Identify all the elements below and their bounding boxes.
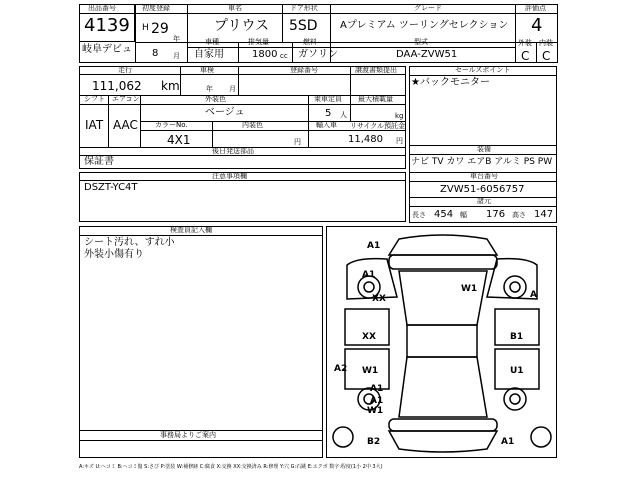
load-unit: kg	[395, 112, 404, 120]
equip-label: 装備	[477, 145, 491, 153]
usage: 自家用	[194, 49, 224, 60]
era: H	[142, 23, 149, 33]
year-suffix: 年	[173, 35, 180, 43]
damage-code: A2	[334, 364, 348, 374]
venue: 岐阜デビュ	[82, 44, 132, 55]
score-label: 評価点	[525, 4, 546, 12]
notes-label: 注意事項欄	[212, 172, 247, 180]
equipment: ナビ TV カワ エアB アルミ PS PW	[411, 157, 553, 167]
recycle-label: リサイクル預託金	[350, 122, 406, 130]
sales: ★バックモニター	[411, 77, 490, 88]
score: 4	[531, 15, 543, 36]
usage-label: 車種	[205, 38, 219, 46]
color: ベージュ	[205, 107, 245, 118]
len-label: 長さ	[412, 211, 426, 219]
cc-unit: cc	[280, 52, 288, 60]
model: DAA-ZVW51	[396, 49, 458, 60]
ac-label: エアコン	[112, 95, 140, 103]
inspection-line2: 外装小傷有り	[84, 249, 144, 260]
damage-code: A	[530, 290, 537, 300]
later-label: 後日発送部品	[212, 147, 254, 155]
shift-label: シフト	[84, 95, 105, 103]
import-label: 輸入車	[316, 121, 337, 129]
notes: DSZT-YC4T	[84, 182, 138, 193]
damage-code: A1	[362, 270, 376, 280]
recycle: 11,480	[348, 134, 383, 145]
sales-label: セールスポイント	[455, 66, 511, 74]
int-label: 内装	[539, 39, 553, 47]
load-label: 最大積載量	[358, 95, 393, 103]
door: 5SD	[289, 18, 318, 34]
int-grade: C	[542, 49, 551, 63]
car-diagram-svg	[327, 227, 556, 457]
chassis: ZVW51-6056757	[440, 184, 525, 195]
shift: IAT	[85, 118, 104, 132]
damage-code: A1	[501, 437, 515, 447]
damage-code: U1	[510, 366, 524, 376]
reserve-label: 譲渡書類提出	[355, 66, 397, 74]
reg-label: 登録番号	[290, 66, 318, 74]
yen-label: 円	[294, 138, 301, 146]
inspection-label: 車検	[200, 66, 214, 74]
cc-label: 排気量	[248, 38, 269, 46]
ac: AAC	[113, 118, 138, 132]
grade: Aプレミアム ツーリングセレクション	[340, 20, 509, 31]
dim-label: 諸元	[477, 197, 491, 205]
mileage-label: 走行	[118, 66, 132, 74]
length: 454	[434, 209, 454, 220]
color-no-label: カラーNo.	[155, 121, 188, 129]
cc: 1800	[252, 49, 278, 60]
damage-diagram	[326, 226, 557, 458]
inspection-year: 年	[206, 85, 213, 93]
damage-code: XX	[372, 294, 386, 304]
ext-grade: C	[521, 49, 530, 63]
grade-label: グレード	[414, 4, 442, 12]
damage-code: B2	[367, 437, 381, 447]
fuel: ガソリン	[298, 49, 338, 60]
damage-code: W1	[362, 366, 379, 376]
inspection-line1: シート汚れ、すれ小	[84, 237, 175, 248]
width: 176	[486, 209, 506, 220]
fuel-label: 燃料	[303, 38, 317, 46]
damage-code: W1	[461, 284, 478, 294]
int-color-label: 内装色	[242, 121, 263, 129]
car-name: プリウス	[214, 18, 270, 34]
inspection-section-label: 検査員記入欄	[170, 226, 212, 234]
color-label: 外装色	[205, 95, 226, 103]
lot-label: 出品番号	[88, 4, 116, 12]
damage-code: W1	[367, 406, 384, 416]
height: 147	[534, 209, 554, 220]
cap-label: 乗車定員	[314, 95, 342, 103]
cap-unit: 人	[340, 111, 347, 119]
recycle-unit: 円	[396, 137, 403, 145]
warranty: 保証書	[84, 156, 114, 167]
damage-code: XX	[362, 332, 376, 342]
mileage: 111,062	[92, 79, 142, 93]
chassis-label: 車台番号	[470, 172, 498, 180]
month-suffix: 月	[173, 52, 180, 60]
name-label: 車名	[228, 4, 242, 12]
inspection-box	[79, 226, 323, 458]
door-label: ドア形状	[290, 4, 318, 12]
color-no: 4X1	[167, 133, 191, 147]
damage-code: A1	[370, 396, 384, 406]
lot-number: 4139	[84, 15, 130, 36]
cap: 5	[325, 108, 332, 119]
year-label: 初度登録	[142, 4, 170, 12]
hei-label: 高さ	[512, 211, 526, 219]
footer-legend: A:キズ U:ヘコミ B:ヘコミ傷 S:さび P:塗装 W:補修跡 C:腐食 X:交換 XX:交換済み R:修理 Y:穴 G:石跳 E:エクボ 数字:程度(1小 2中 3大)	[79, 464, 383, 470]
wid-label: 幅	[460, 211, 467, 219]
mileage-unit: km	[161, 79, 180, 93]
office-label: 事務局よりご案内	[160, 431, 216, 439]
year: 29	[151, 21, 169, 37]
ext-label: 外装	[518, 39, 532, 47]
damage-code: B1	[510, 332, 524, 342]
damage-code: A1	[370, 384, 384, 394]
model-label: 型式	[414, 38, 428, 46]
month: 8	[152, 48, 159, 59]
inspection-month: 月	[229, 85, 236, 93]
damage-code: A1	[367, 241, 381, 251]
